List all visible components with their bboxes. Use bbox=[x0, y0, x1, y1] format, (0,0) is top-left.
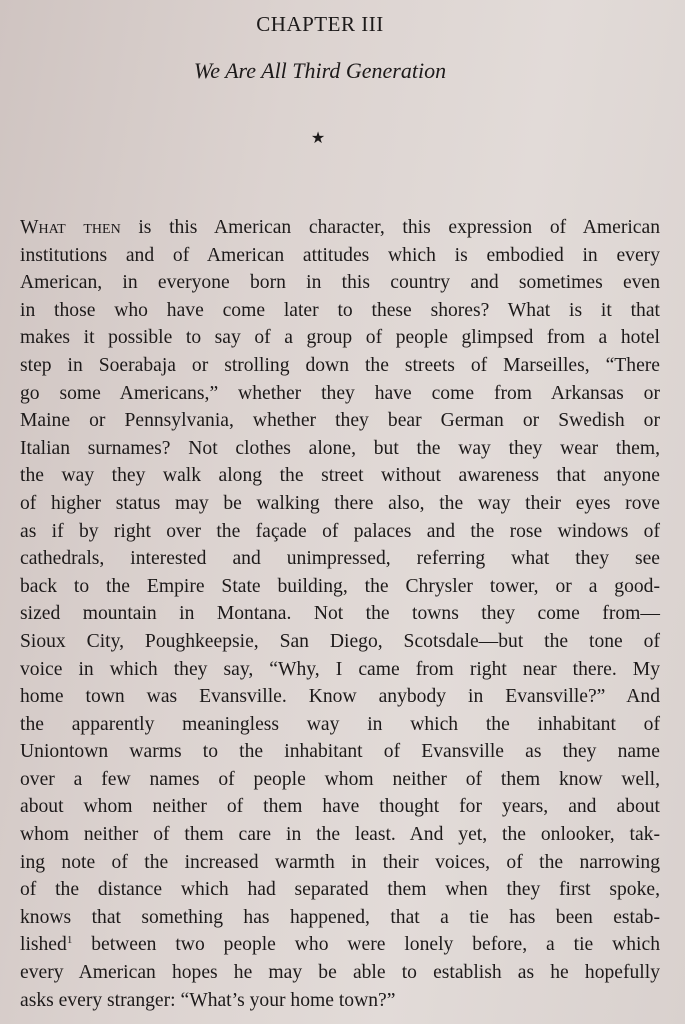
chapter-title: We Are All Third Generation bbox=[193, 58, 447, 83]
text-line: about whom neither of them have thought for years, and about bbox=[20, 796, 660, 818]
text-line: the way they walk along the street without awareness that anyone bbox=[20, 465, 660, 487]
text-line bbox=[20, 931, 660, 959]
text-line: as if by right over the façade of palaces and the rose windows of bbox=[20, 520, 660, 542]
text-line: step in Soerabaja or strolling down the streets of Marseilles, “There bbox=[20, 354, 660, 376]
text-line: American, in everyone born in this country and sometimes even bbox=[20, 272, 660, 294]
text-line: Uniontown warms to the inhabitant of Evansville as they name bbox=[20, 741, 660, 763]
first-line-text: is this American character, this expression of American bbox=[120, 217, 660, 238]
text-line: whom neither of them care in the least. And yet, the onlooker, tak- bbox=[20, 824, 660, 846]
text-line: cathedrals, interested and unimpressed, referring what they see bbox=[20, 548, 660, 570]
text-line: ing note of the increased warmth in their voices, of the narrowing bbox=[20, 851, 660, 873]
text-line: sized mountain in Montana. Not the towns they come from— bbox=[20, 603, 660, 625]
text-line bbox=[20, 214, 660, 242]
chapter-heading: CHAPTER III bbox=[256, 12, 384, 36]
text-line: Italian surnames? Not clothes alone, but the way they wear them, bbox=[20, 437, 660, 459]
lead-in-small-caps: What then bbox=[20, 217, 121, 238]
text-line: the apparently meaningless way in which the inhabitant of bbox=[20, 713, 660, 735]
footnote-line-start: lished bbox=[20, 934, 67, 956]
text-line: of the distance which had separated them when they first spoke, bbox=[20, 879, 660, 901]
footnote-line-rest: between two people who were lonely before, a tie which bbox=[72, 934, 660, 956]
text-line: every American hopes he may be able to establish as he hopefully bbox=[20, 962, 660, 984]
text-line: in those who have come later to these shores? What is it that bbox=[20, 299, 660, 321]
text-line: home town was Evansville. Know anybody in Evansville?” And bbox=[20, 686, 660, 708]
text-line: back to the Empire State building, the Chrysler tower, or a good- bbox=[20, 575, 660, 597]
text-line: institutions and of American attitudes which is embodied in every bbox=[20, 244, 660, 266]
text-line: voice in which they say, “Why, I came from right near there. My bbox=[20, 658, 660, 680]
text-line: makes it possible to say of a group of people glimpsed from a hotel bbox=[20, 327, 660, 349]
text-line: go some Americans,” whether they have come from Arkansas or bbox=[20, 382, 660, 404]
text-line: Maine or Pennsylvania, whether they bear German or Swedish or bbox=[20, 410, 660, 432]
body-paragraph bbox=[20, 214, 660, 1014]
text-line: Sioux City, Poughkeepsie, San Diego, Scotsdale—but the tone of bbox=[20, 630, 660, 652]
text-line: of higher status may be walking there also, the way their eyes rove bbox=[20, 492, 660, 514]
text-line-final: asks every stranger: “What’s your home town?” bbox=[20, 989, 396, 1011]
text-line: over a few names of people whom neither of them know well, bbox=[20, 768, 660, 790]
footnote-marker[interactable]: 1 bbox=[66, 934, 73, 947]
star-ornament-icon: ★ bbox=[310, 130, 326, 147]
text-line: knows that something has happened, that a tie has been estab- bbox=[20, 906, 660, 928]
